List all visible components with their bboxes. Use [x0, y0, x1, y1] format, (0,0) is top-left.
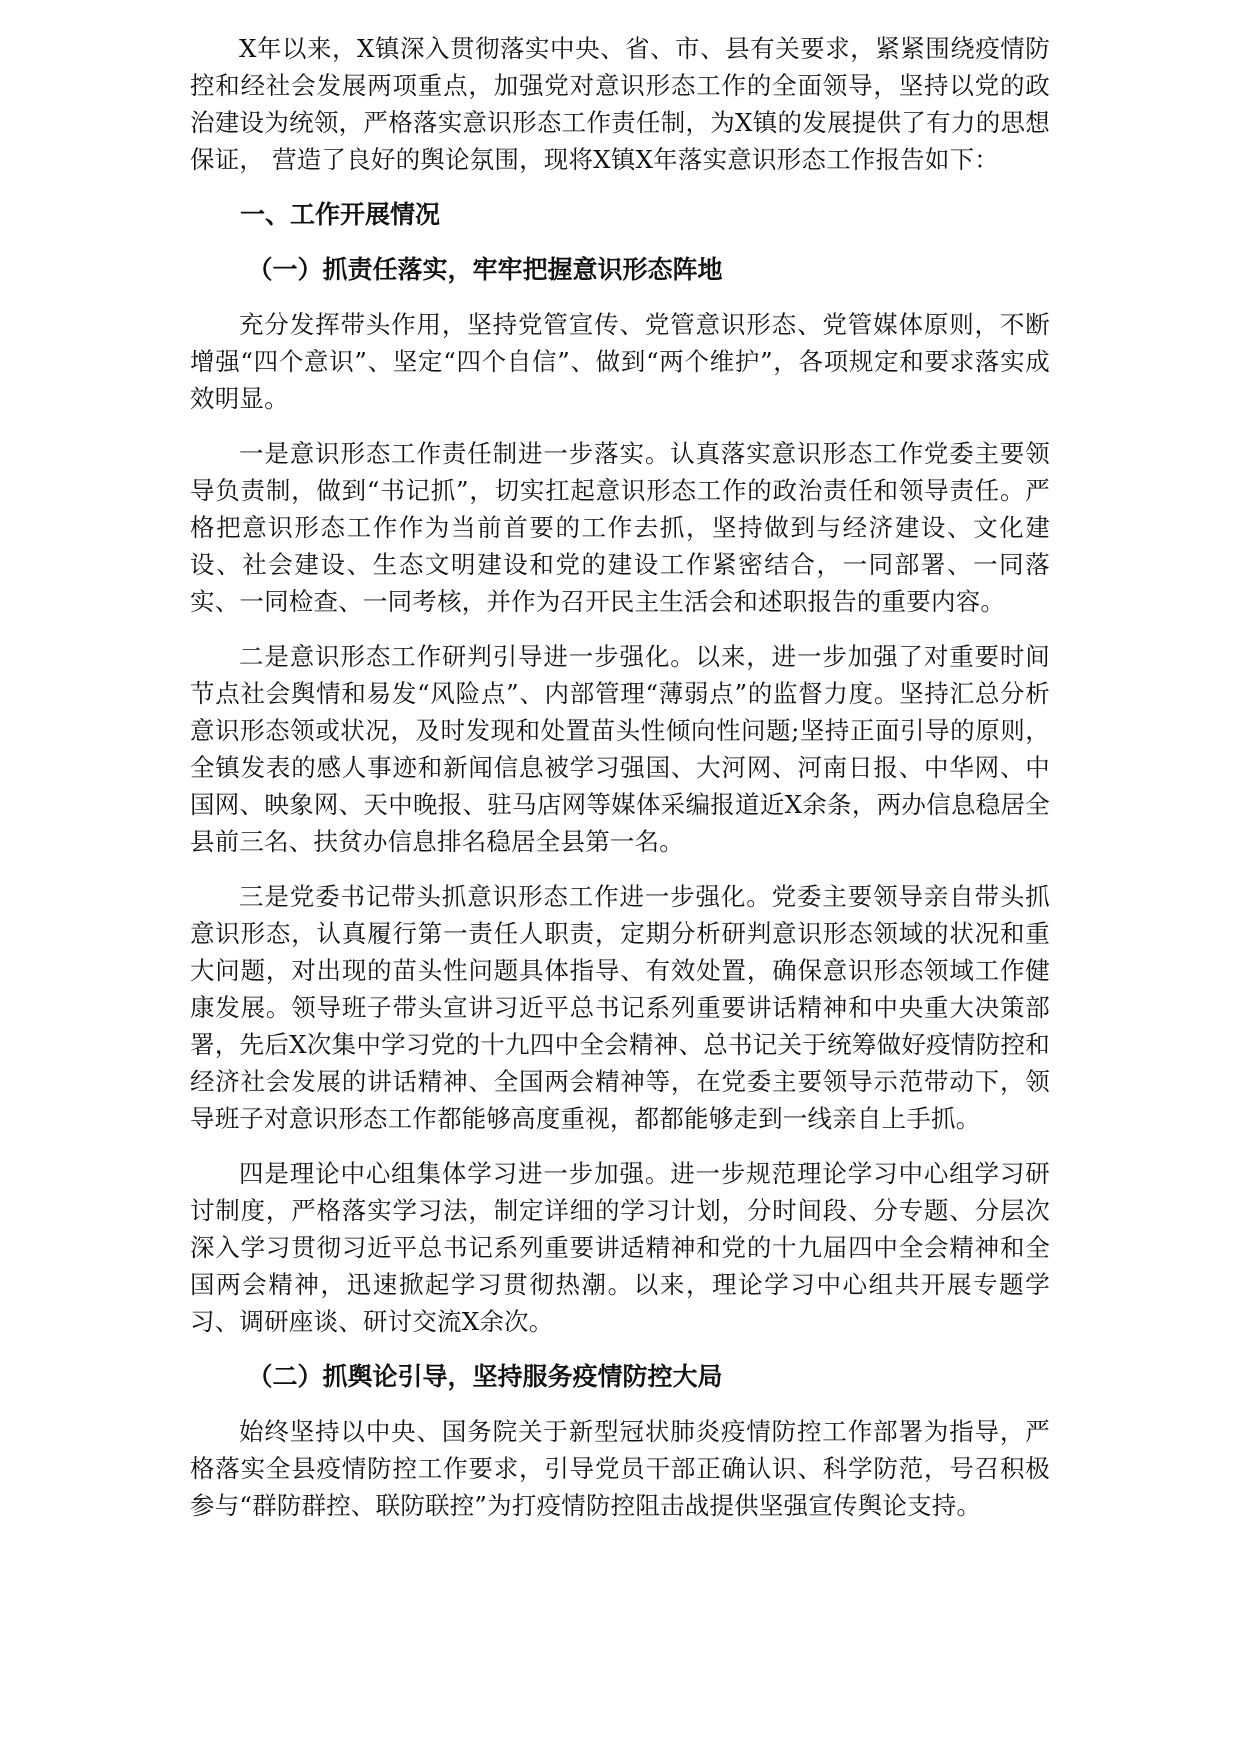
- body-paragraph: 二是意识形态工作研判引导进一步强化。以来，进一步加强了对重要时间节点社会舆情和易发“风险点”、内部管理“薄弱点”的监督力度。坚持汇总分析意识形态领或状况，及时发现和处置苗头性倾向性问题;坚持正面引导的原则，全镇发表的感人事迹和新闻信息被学习强国、大河网、河南日报、中华网、中国网、映象网、天中晚报、驻马店网等媒体采编报道近X余条，两办信息稳居全县前三名、扶贫办信息排名稳居全县第一名。: [190, 642, 1050, 856]
- body-paragraph: 三是党委书记带头抓意识形态工作进一步强化。党委主要领导亲自带头抓意识形态，认真履行第一责任人职责，定期分析研判意识形态领域的状况和重大问题，对出现的苗头性问题具体指导、有效处置，确保意识形态领域工作健康发展。领导班子带头宣讲习近平总书记系列重要讲话精神和中央重大决策部署，先后X次集中学习党的十九四中全会精神、总书记关于统筹做好疫情防控和经济社会发展的讲话精神、全国两会精神等，在党委主要领导示范带动下，领导班子对意识形态工作都能够高度重视，都都能够走到一线亲自上手抓。: [190, 882, 1050, 1133]
- body-paragraph: 充分发挥带头作用，坚持党管宣传、党管意识形态、党管媒体原则，不断增强“四个意识”、坚定“四个自信”、做到“两个维护”，各项规定和要求落实成效明显。: [190, 310, 1050, 413]
- body-paragraph: 始终坚持以中央、国务院关于新型冠状肺炎疫情防控工作部署为指导，严格落实全县疫情防控工作要求，引导党员干部正确认识、科学防范，号召积极参与“群防群控、联防联控”为打疫情防控阻击战提供坚强宣传舆论支持。: [190, 1417, 1050, 1520]
- intro-paragraph: X年以来，X镇深入贯彻落实中央、省、市、县有关要求，紧紧围绕疫情防控和经社会发展两项重点，加强党对意识形态工作的全面领导，坚持以党的政治建设为统领，严格落实意识形态工作责任制，为X镇的发展提供了有力的思想保证， 营造了良好的舆论氛围，现将X镇X年落实意识形态工作报告如下：: [190, 34, 1050, 174]
- body-paragraph: 四是理论中心组集体学习进一步加强。进一步规范理论学习中心组学习研讨制度，严格落实学习法，制定详细的学习计划，分时间段、分专题、分层次深入学习贯彻习近平总书记系列重要讲适精神和党的十九届四中全会精神和全国两会精神，迅速掀起学习贯彻热潮。以来，理论学习中心组共开展专题学习、调研座谈、研讨交流X余次。: [190, 1159, 1050, 1336]
- document-page: [190, 30, 1050, 1542]
- subsection-heading-responsibility: （一）抓责任落实，牢牢把握意识形态阵地: [247, 255, 723, 284]
- body-paragraph: 一是意识形态工作责任制进一步落实。认真落实意识形态工作党委主要领导负责制，做到“书记抓”，切实扛起意识形态工作的政治责任和领导责任。严格把意识形态工作作为当前首要的工作去抓，坚持做到与经济建设、文化建设、社会建设、生态文明建设和党的建设工作紧密结合，一同部署、一同落实、一同检查、一同考核，并作为召开民主生活会和述职报告的重要内容。: [190, 439, 1050, 616]
- subsection-heading-public-opinion: （二）抓舆论引导，坚持服务疫情防控大局: [247, 1362, 723, 1391]
- section-heading-work-progress: 一、工作开展情况: [240, 200, 441, 229]
